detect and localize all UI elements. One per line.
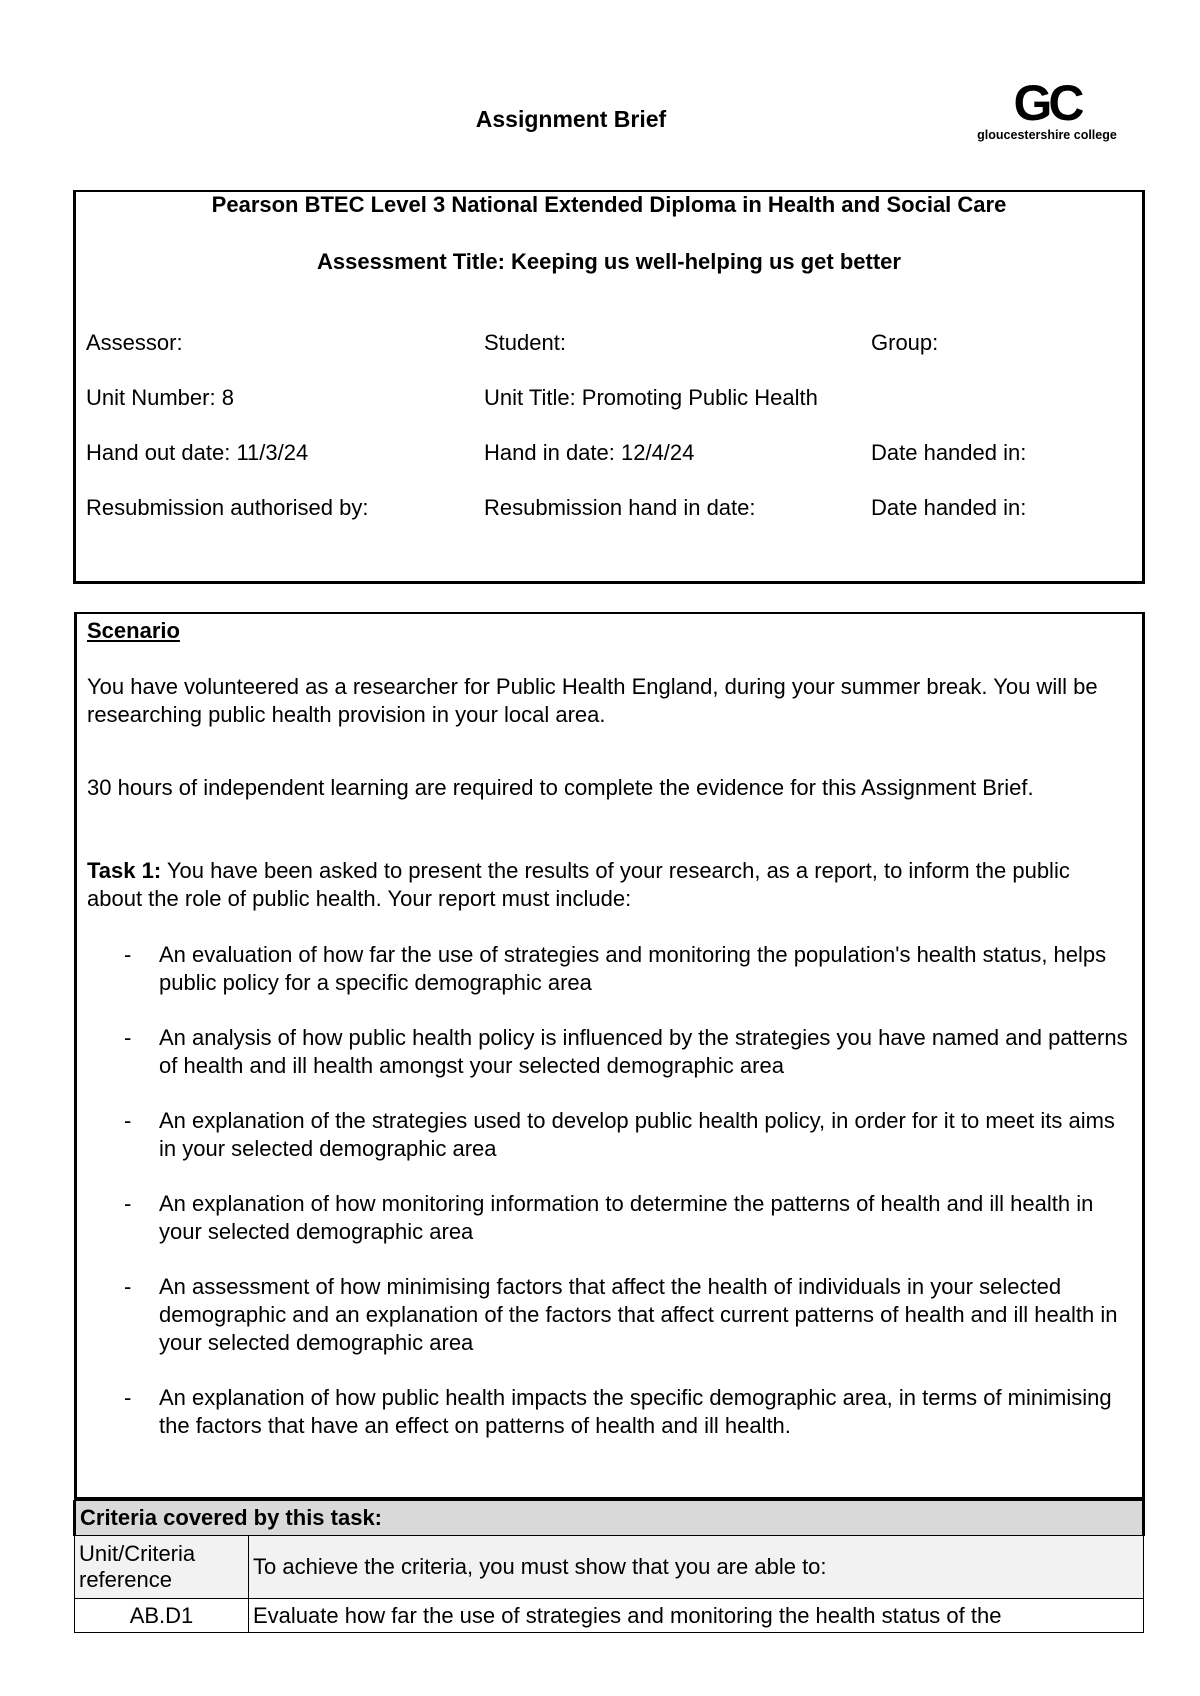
course-title: Pearson BTEC Level 3 National Extended Diploma in Health and Social Care bbox=[211, 192, 1007, 217]
assignment-info-box bbox=[73, 190, 1145, 584]
logo-mark: GC bbox=[1013, 82, 1081, 131]
requirement-text: An assessment of how minimising factors that affect the health of individuals in your selected demographic and an explanation of the factors that affect current patterns of health and ill health in your selected demographic area bbox=[159, 1274, 1118, 1355]
list-item bbox=[87, 941, 1132, 997]
resubmission-hand-in-date-label: Resubmission hand in date: bbox=[484, 495, 756, 520]
criteria-table bbox=[73, 1500, 1145, 1633]
task-label: Task 1: bbox=[87, 858, 162, 883]
gloucestershire-college-logo bbox=[955, 82, 1140, 144]
group-label: Group: bbox=[871, 330, 939, 355]
dash-bullet: - bbox=[124, 1385, 132, 1410]
col-header-desc: To achieve the criteria, you must show that you are able to: bbox=[249, 1536, 1144, 1599]
list-item bbox=[87, 1024, 1132, 1080]
hand-out-date: Hand out date: 11/3/24 bbox=[86, 440, 309, 465]
requirement-text: An explanation of how public health impacts the specific demographic area, in terms of minimising the factors that have an effect on patterns of health and ill health. bbox=[159, 1385, 1112, 1438]
dash-bullet: - bbox=[124, 942, 132, 967]
requirement-text: An evaluation of how far the use of strategies and monitoring the population's health status, helps public policy for a specific demographic area bbox=[159, 942, 1107, 995]
unit-title: Unit Title: Promoting Public Health bbox=[484, 385, 818, 410]
scenario-box bbox=[74, 612, 1145, 1500]
criteria-header-row bbox=[75, 1536, 1144, 1599]
list-item bbox=[87, 1107, 1132, 1163]
table-row bbox=[75, 1599, 1144, 1633]
date-handed-in-label: Date handed in: bbox=[871, 440, 1027, 465]
resubmission-date-handed-in-label: Date handed in: bbox=[871, 495, 1027, 520]
info-grid bbox=[86, 330, 1126, 550]
criteria-desc: Evaluate how far the use of strategies and monitoring the health status of the bbox=[249, 1599, 1144, 1633]
info-row bbox=[86, 385, 1126, 440]
assessment-title: Assessment Title: Keeping us well-helping us get better bbox=[317, 249, 901, 274]
dash-bullet: - bbox=[124, 1274, 132, 1299]
resubmission-authorised-label: Resubmission authorised by: bbox=[86, 495, 369, 520]
list-item bbox=[87, 1384, 1132, 1440]
col-header-ref: Unit/Criteria reference bbox=[75, 1536, 249, 1599]
student-label: Student: bbox=[484, 330, 566, 355]
dash-bullet: - bbox=[124, 1191, 132, 1216]
independent-learning-note: 30 hours of independent learning are required to complete the evidence for this Assignment Brief. bbox=[87, 775, 1034, 800]
task-description bbox=[87, 857, 1127, 913]
scenario-paragraph: You have volunteered as a researcher for Public Health England, during your summer break. You will be researching public health provision in your local area. bbox=[87, 674, 1098, 727]
dash-bullet: - bbox=[124, 1025, 132, 1050]
task-text: You have been asked to present the results of your research, as a report, to inform the public about the role of public health. Your report must include: bbox=[87, 858, 1070, 911]
requirement-text: An explanation of the strategies used to develop public health policy, in order for it to meet its aims in your selected demographic area bbox=[159, 1108, 1115, 1161]
requirement-text: An explanation of how monitoring information to determine the patterns of health and ill health in your selected demographic area bbox=[159, 1191, 1094, 1244]
requirements-list bbox=[87, 941, 1132, 1467]
info-row bbox=[86, 440, 1126, 495]
dash-bullet: - bbox=[124, 1108, 132, 1133]
assessor-label: Assessor: bbox=[86, 330, 183, 355]
logo-name: gloucestershire college bbox=[977, 128, 1117, 142]
list-item bbox=[87, 1190, 1132, 1246]
info-row bbox=[86, 330, 1126, 385]
scenario-heading: Scenario bbox=[87, 618, 180, 643]
requirement-text: An analysis of how public health policy is influenced by the strategies you have named and patterns of health and ill health amongst your selected demographic area bbox=[159, 1025, 1128, 1078]
criteria-title-row bbox=[75, 1501, 1144, 1536]
unit-number: Unit Number: 8 bbox=[86, 385, 234, 410]
list-item bbox=[87, 1273, 1132, 1357]
criteria-ref: AB.D1 bbox=[75, 1599, 249, 1633]
criteria-title: Criteria covered by this task: bbox=[75, 1501, 1144, 1536]
document-title: Assignment Brief bbox=[475, 106, 667, 132]
hand-in-date: Hand in date: 12/4/24 bbox=[484, 440, 695, 465]
info-row bbox=[86, 495, 1126, 550]
